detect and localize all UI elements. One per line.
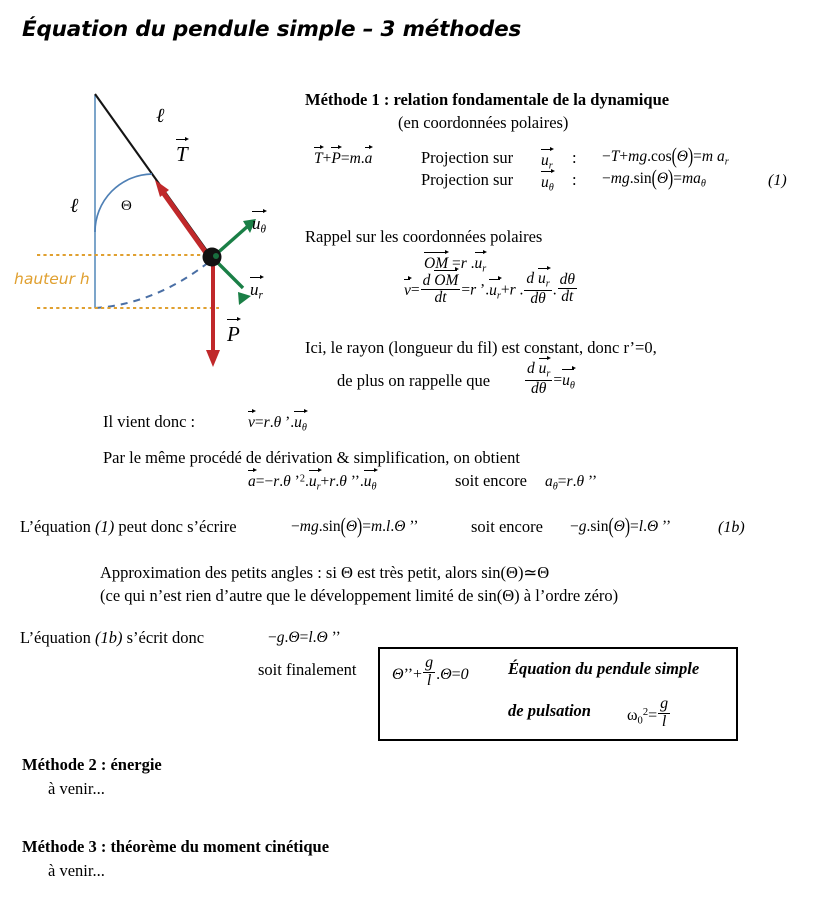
projection-label-r: Projection sur	[421, 148, 514, 167]
soit-encore-2-text: soit encore	[471, 517, 543, 536]
eq1b-rewrite-line: L’équation (1b) s’écrit donc	[20, 628, 205, 647]
final-equation-caption-line1: Équation du pendule simple	[508, 659, 700, 678]
equation-number-1b: (1b)	[718, 519, 745, 536]
finally-text: soit finalement	[258, 660, 357, 679]
unit-vector-r-arrow	[215, 260, 251, 305]
projection-equation-r: −T+mg.cos(Θ)=m $a_r$	[602, 143, 729, 169]
weight-vector-arrow	[206, 256, 220, 367]
label-unit-vector-theta: $u_\theta$	[252, 214, 267, 236]
final-equation-caption-line2: de pulsation	[508, 701, 591, 720]
recall-intro-text: de plus on rappelle que	[337, 371, 491, 390]
trajectory-arc	[95, 262, 209, 308]
eq1b-equation: −g.sin(Θ)=l.Θ ’’	[570, 513, 672, 539]
method1-subheading: (en coordonnées polaires)	[398, 113, 569, 132]
equation-number-1: (1)	[768, 172, 787, 189]
soit-encore-1-text: soit encore	[455, 471, 527, 490]
final-equation: Θ’’+ $\frac{g}{l}$ .Θ=0	[392, 654, 469, 689]
label-angle-theta: Θ	[121, 198, 132, 214]
eq1-rewritten-equation: −mg.sin(Θ)=m.l.Θ ’’	[291, 513, 419, 539]
label-length-lower: ℓ	[70, 195, 79, 217]
projection-unit-r: $u_r$	[541, 152, 553, 172]
eq1-rewrite-line: L’équation (1) peut donc s’écrire	[20, 517, 237, 536]
recall-equation: $\frac{d u_r}{d\theta}$ $=u_\theta$	[527, 360, 575, 398]
label-length-upper: ℓ	[156, 105, 165, 127]
radius-constant-text: Ici, le rayon (longueur du fil) est constant, donc r’=0,	[305, 338, 657, 357]
method3-body: à venir...	[48, 861, 105, 880]
page-title: Équation du pendule simple – 3 méthodes	[22, 17, 522, 42]
projection-colon-theta: :	[572, 170, 577, 189]
label-unit-vector-r: $u_r$	[250, 280, 263, 302]
acceleration-equation: a=−r.θ $’^2.u_r+r.\theta$ $’’.u_\theta$	[248, 473, 377, 493]
method2-heading: Méthode 2 : énergie	[22, 755, 162, 774]
velocity-derivation-equation: v= $\frac{\text{d OM}}{dt}$ =r $’.u_r+r$ . $\frac{d u_r}{d\theta}$ . $\frac{d\theta}{dt}$	[404, 270, 575, 308]
small-angle-approximation-text: Approximation des petits angles : si Θ est très petit, alors sin(Θ)≃Θ	[100, 563, 550, 582]
final-equation-box	[378, 647, 738, 741]
velocity-result-equation: v=r.θ $’.u_\theta$	[248, 414, 307, 434]
it-follows-text: Il vient donc :	[103, 412, 196, 431]
eq1b-linearized-equation: −g.Θ=l.Θ ’’	[268, 629, 341, 646]
small-angle-note-text: (ce qui n’est rien d’autre que le développement limité de sin(Θ) à l’ordre zéro)	[100, 586, 619, 605]
method3-heading: Méthode 3 : théorème du moment cinétique	[22, 837, 330, 856]
projection-equation-theta: $-mg.\sin(\Theta)=ma_\theta$	[602, 165, 706, 191]
newton-law-equation: T+P=m.a	[314, 150, 373, 167]
method2-body: à venir...	[48, 779, 105, 798]
pendulum-diagram	[0, 80, 300, 390]
projection-unit-theta: $u_\theta$	[541, 174, 554, 194]
polar-reminder-text: Rappel sur les coordonnées polaires	[305, 227, 543, 246]
projection-colon-r: :	[572, 148, 577, 167]
pulsation-equation: $\omega_0^2=$ $\frac{g}{l}$	[627, 695, 669, 730]
eq1b-ref: (1b)	[95, 628, 123, 647]
label-tension-vector: T	[176, 142, 188, 166]
bob-highlight	[213, 253, 219, 259]
same-process-text: Par le même procédé de dérivation & simplification, on obtient	[103, 448, 520, 467]
projection-label-theta: Projection sur	[421, 170, 514, 189]
method1-heading: Méthode 1 : relation fondamentale de la dynamique	[305, 90, 670, 109]
eq1-ref: (1)	[95, 517, 115, 536]
om-equation: OM =r $.u_r$	[424, 255, 487, 275]
label-weight-vector: P	[227, 322, 240, 346]
label-height: hauteur h	[14, 270, 90, 288]
acceleration-theta-equation: $a_\theta=r.\theta$ ’’	[545, 473, 598, 493]
